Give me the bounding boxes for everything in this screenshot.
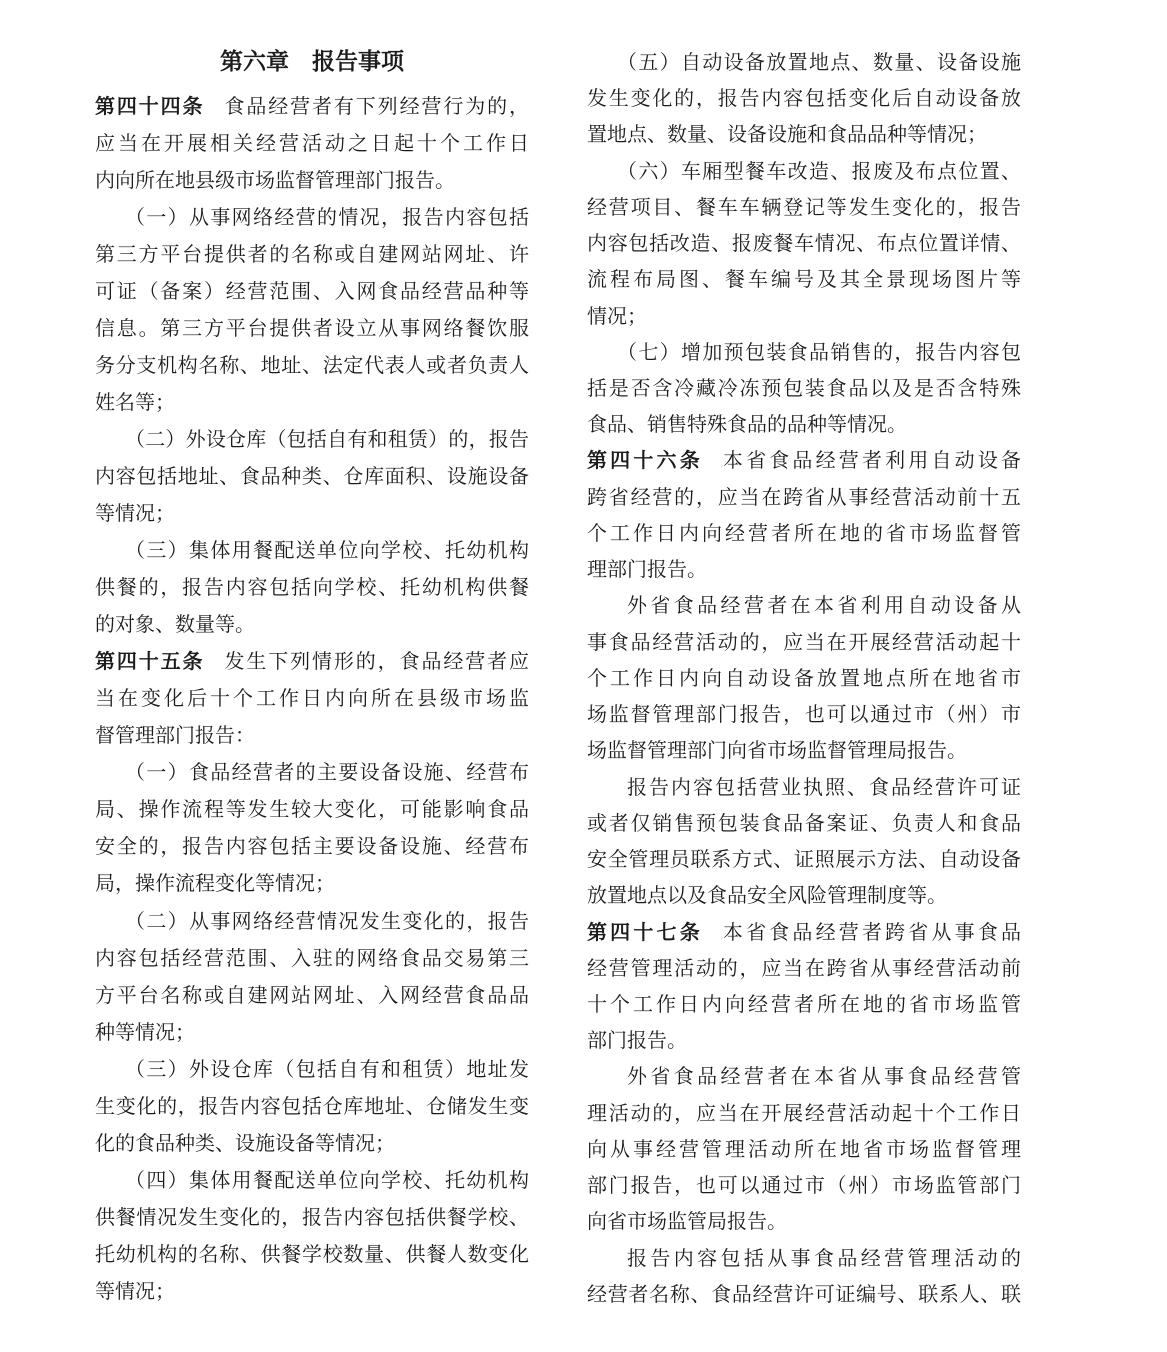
text-line: （五）自动设备放置地点、数量、设备设施 xyxy=(617,49,1021,74)
text-line: 向省市场监管局报告。 xyxy=(587,1209,787,1234)
paragraph xyxy=(587,334,1021,443)
text-line: 化的食品种类、设施设备等情况； xyxy=(95,1130,395,1155)
text-line: 内容包括改造、报废餐车情况、布点位置详情、 xyxy=(587,231,1021,256)
text-line: 经营者名称、食品经营许可证编号、联系人、联 xyxy=(587,1281,1021,1306)
text-line: 等情况； xyxy=(95,501,175,526)
text-line: 外省食品经营者在本省从事食品经营管 xyxy=(627,1064,1021,1089)
article-number: 第四十六条 xyxy=(587,448,703,473)
text-line: （二）外设仓库（包括自有和租赁）的，报告 xyxy=(125,426,529,451)
left-column xyxy=(95,88,529,1311)
article-paragraph xyxy=(587,914,1021,1059)
text-line: 理部门报告。 xyxy=(587,557,707,582)
text-line: 发生变化的，报告内容包括变化后自动设备放 xyxy=(587,86,1021,111)
paragraph xyxy=(587,44,1021,153)
text-line: 经营管理活动的，应当在跨省从事经营活动前 xyxy=(587,955,1021,980)
text-line: 可证（备案）经营范围、入网食品经营品种等 xyxy=(95,278,529,303)
text-line-content: 本省食品经营者利用自动设备 xyxy=(722,448,1022,473)
paragraph xyxy=(587,153,1021,334)
text-line: 第三方平台提供者的名称或自建网站网址、许 xyxy=(95,241,529,266)
text-line xyxy=(95,88,529,125)
text-line: 向从事经营管理活动所在地省市场监督管理 xyxy=(587,1136,1021,1161)
paragraph xyxy=(95,421,529,532)
paragraph xyxy=(95,754,529,902)
article-paragraph xyxy=(587,442,1021,587)
text-line: 供餐情况发生变化的，报告内容包括供餐学校、 xyxy=(95,1204,529,1229)
text-line: 方平台名称或自建网站网址、入网经营食品品 xyxy=(95,982,529,1007)
paragraph xyxy=(95,903,529,1051)
text-line xyxy=(587,442,1021,478)
article-number: 第四十四条 xyxy=(95,93,205,118)
text-line: 督管理部门报告： xyxy=(95,723,255,748)
text-line: 局，操作流程变化等情况； xyxy=(95,871,335,896)
text-line: 部门报告，也可以通过市（州）市场监管部门 xyxy=(587,1173,1021,1198)
text-line: 放置地点以及食品安全风险管理制度等。 xyxy=(587,883,947,908)
text-line: 种等情况； xyxy=(95,1019,195,1044)
text-line: （三）外设仓库（包括自有和租赁）地址发 xyxy=(125,1056,529,1081)
text-line: 个工作日内向经营者所在地的省市场监督管 xyxy=(587,520,1021,545)
text-line: 十个工作日内向经营者所在地的省市场监管 xyxy=(587,991,1021,1016)
text-line: 括是否含冷藏冷冻预包装食品以及是否含特殊 xyxy=(587,376,1021,400)
text-line: 供餐的，报告内容包括向学校、托幼机构供餐 xyxy=(95,575,529,600)
text-line: 局、操作流程等发生较大变化，可能影响食品 xyxy=(95,797,529,822)
paragraph xyxy=(587,1240,1021,1312)
chapter-title: 第六章 报告事项 xyxy=(220,49,404,75)
paragraph xyxy=(95,1051,529,1162)
text-line: 外省食品经营者在本省利用自动设备从 xyxy=(627,593,1021,618)
article-paragraph xyxy=(95,643,529,754)
article-number: 第四十五条 xyxy=(95,649,205,674)
text-line: 跨省经营的，应当在跨省从事经营活动前十五 xyxy=(587,484,1021,509)
text-line: 安全的，报告内容包括主要设备设施、经营布 xyxy=(95,834,529,859)
right-column xyxy=(587,44,1021,1312)
text-line: 报告内容包括从事食品经营管理活动的 xyxy=(627,1245,1021,1270)
text-line: 经营项目、餐车车辆登记等发生变化的，报告 xyxy=(587,194,1021,219)
text-line: 情况； xyxy=(587,303,647,328)
text-line: （六）车厢型餐车改造、报废及布点位置、 xyxy=(617,158,1021,183)
text-line: 当在变化后十个工作日内向所在县级市场监 xyxy=(95,686,529,711)
paragraph xyxy=(587,1058,1021,1239)
text-line: （一）食品经营者的主要设备设施、经营布 xyxy=(125,760,529,785)
text-line: 或者仅销售预包装食品备案证、负责人和食品 xyxy=(587,810,1021,835)
text-line: 场监督管理部门向省市场监督管理局报告。 xyxy=(587,738,967,763)
text-line: 内容包括地址、食品种类、仓库面积、设施设备 xyxy=(95,463,529,488)
text-line: 姓名等； xyxy=(95,389,175,414)
text-line: 食品、销售特殊食品的品种等情况。 xyxy=(587,412,907,437)
text-line: 安全管理员联系方式、证照展示方法、自动设备 xyxy=(587,847,1021,872)
text-line: 内容包括经营范围、入驻的网络食品交易第三 xyxy=(95,945,529,970)
text-line: 理活动的，应当在开展经营活动起十个工作日 xyxy=(587,1100,1021,1125)
paragraph xyxy=(587,587,1021,768)
text-line: 信息。第三方平台提供者设立从事网络餐饮服 xyxy=(95,315,529,340)
text-line xyxy=(95,643,529,680)
article-paragraph xyxy=(95,88,529,199)
paragraph xyxy=(587,769,1021,914)
text-line: （七）增加预包装食品销售的，报告内容包 xyxy=(617,339,1021,364)
text-line: 置地点、数量、设备设施和食品品种等情况； xyxy=(587,122,987,147)
text-line: 务分支机构名称、地址、法定代表人或者负责人 xyxy=(95,352,529,377)
text-line: 场监督管理部门报告，也可以通过市（州）市 xyxy=(587,702,1021,727)
text-line: （一）从事网络经营的情况，报告内容包括 xyxy=(125,204,529,229)
text-line: 托幼机构的名称、供餐学校数量、供餐人数变化 xyxy=(95,1241,529,1266)
text-line: 部门报告。 xyxy=(587,1028,687,1053)
text-line-content: 本省食品经营者跨省从事食品 xyxy=(722,919,1022,944)
article-number: 第四十七条 xyxy=(587,919,703,944)
text-line: 报告内容包括营业执照、食品经营许可证 xyxy=(627,774,1021,799)
text-line-content: 发生下列情形的，食品经营者应 xyxy=(224,649,530,674)
text-line: 的对象、数量等。 xyxy=(95,612,255,637)
text-line: 内向所在地县级市场监督管理部门报告。 xyxy=(95,167,455,192)
text-line: 生变化的，报告内容包括仓库地址、仓储发生变 xyxy=(95,1093,529,1118)
paragraph xyxy=(95,199,529,421)
text-line: 个工作日内向自动设备放置地点所在地省市 xyxy=(587,665,1021,690)
text-line: （二）从事网络经营情况发生变化的，报告 xyxy=(125,908,529,933)
text-line: 等情况； xyxy=(95,1279,175,1303)
text-line: （三）集体用餐配送单位向学校、托幼机构 xyxy=(125,538,529,563)
text-line: 流程布局图、餐车编号及其全景现场图片等 xyxy=(587,267,1021,292)
paragraph xyxy=(95,1162,529,1310)
text-line: 事食品经营活动的，应当在开展经营活动起十 xyxy=(587,629,1021,654)
text-line xyxy=(587,914,1021,950)
paragraph xyxy=(95,532,529,643)
text-line: （四）集体用餐配送单位向学校、托幼机构 xyxy=(125,1167,529,1192)
text-line-content: 食品经营者有下列经营行为的， xyxy=(224,93,530,118)
text-line: 应当在开展相关经营活动之日起十个工作日 xyxy=(95,130,529,155)
